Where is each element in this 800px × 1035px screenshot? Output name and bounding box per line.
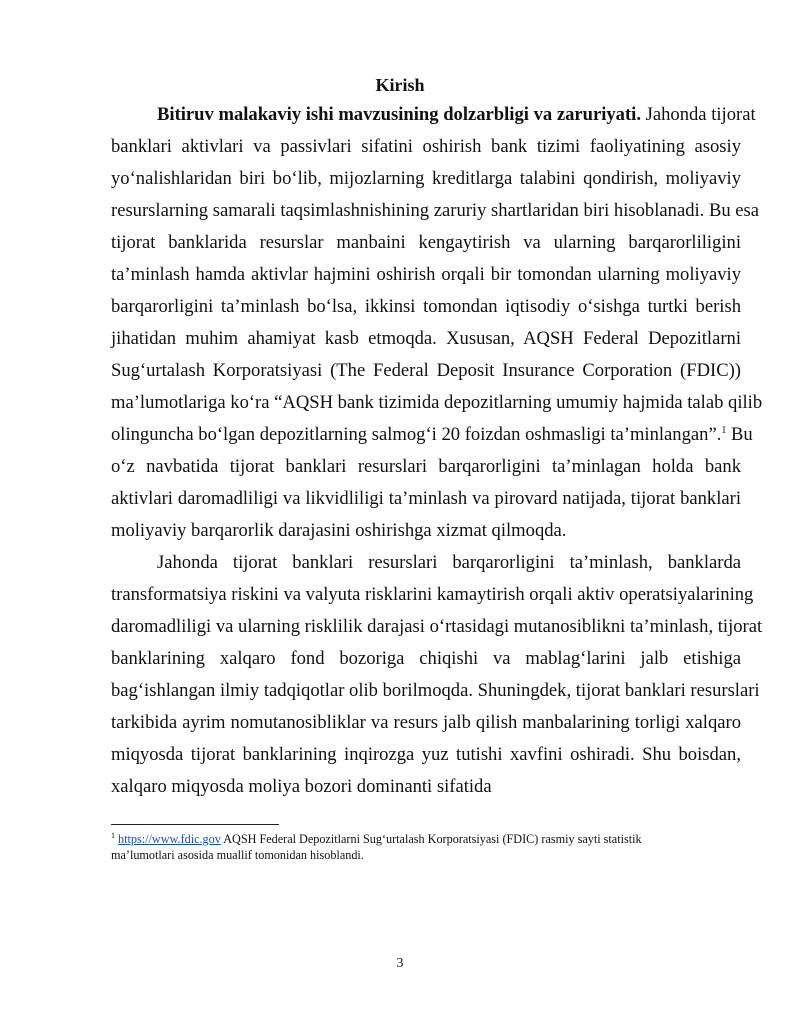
paragraph-2-line-4: banklarining xalqaro fond bozoriga chiqishi va mablag‘larini jalb etishiga [111,648,741,669]
paragraph-2-line-2: transformatsiya riskini va valyuta risklarini kamaytirish orqali aktiv operatsiyalarining [111,584,754,605]
footnote-link[interactable]: https://www.fdic.gov [118,832,221,846]
paragraph-2-line-6: tarkibida ayrim nomutanosibliklar va resurs jalb qilish manbalarining torligi xalqaro [111,712,741,733]
paragraph-1-line-11-text: olinguncha bo‘lgan depozitlarning salmog‘i 20 foizdan oshmasligi ta’minlangan”. [111,424,722,445]
paragraph-1-line-12: o‘z navbatida tijorat banklari resurslari barqarorligini ta’minlagan holda bank [111,456,741,477]
paragraph-2-line-3: daromadliligi va ularning risklilik darajasi o‘rtasidagi mutanosiblikni ta’minlash, tijorat [111,616,763,637]
page-number: 3 [396,956,404,971]
paragraph-1-bold-lead: Bitiruv malakaviy ishi mavzusining dolzarbligi va zaruriyati. [157,104,641,125]
paragraph-1-line-1 [157,103,756,127]
footnote-line-2: ma’lumotlari asosida muallif tomonidan hisoblandi. [111,848,364,862]
paragraph-1-line-5: tijorat banklarida resurslar manbaini kengaytirish va ularning barqarorliligini [111,232,741,253]
paragraph-2-line-7: miqyosda tijorat banklarining inqirozga yuz tutishi xavfini oshiradi. Shu boisdan, [111,744,741,765]
footnote-line-1 [111,832,642,847]
section-heading: Kirish [375,75,425,95]
paragraph-1-line-10: ma’lumotlariga ko‘ra “AQSH bank tizimida depozitlarning umumiy hajmida talab qilib [111,392,763,413]
paragraph-1-line-4: resurslarning samarali taqsimlashnishining zaruriy shartlaridan biri hisoblanadi. Bu esa [111,200,760,221]
paragraph-1-line-8: jihatidan muhim ahamiyat kasb etmoqda. Xususan, AQSH Federal Depozitlarni [111,328,741,349]
footnote-marker: 1 [111,830,115,840]
paragraph-1-line-3: yo‘nalishlaridan biri bo‘lib, mijozlarning kreditlarga talabini qondirish, moliyaviy [111,168,741,189]
footnote-text-1: AQSH Federal Depozitlarni Sug‘urtalash Korporatsiyasi (FDIC) rasmiy sayti statistik [220,832,642,846]
paragraph-2-line-8: xalqaro miqyosda moliya bozori dominanti sifatida [111,776,492,797]
paragraph-2-line-5: bag‘ishlangan ilmiy tadqiqotlar olib borilmoqda. Shuningdek, tijorat banklari resurslari [111,680,760,701]
paragraph-1-line-6: ta’minlash hamda aktivlar hajmini oshirish orqali bir tomondan ularning moliyaviy [111,264,741,285]
footnote-separator [111,824,279,825]
paragraph-1-line-2: banklari aktivlari va passivlari sifatini oshirish bank tizimi faoliyatining asosiy [111,136,741,157]
paragraph-1-line-1-rest: Jahonda tijorat [640,104,756,125]
paragraph-1-line-9: Sug‘urtalash Korporatsiyasi (The Federal Deposit Insurance Corporation (FDIC)) [111,360,741,381]
paragraph-1-line-13: aktivlari daromadliligi va likvidliligi ta’minlash va pirovard natijada, tijorat banklari [111,488,741,509]
paragraph-1-line-11-end: Bu [726,424,753,445]
paragraph-1-line-14: moliyaviy barqarorlik darajasini oshirishga xizmat qilmoqda. [111,520,567,541]
paragraph-1-line-7: barqarorligini ta’minlash bo‘lsa, ikkinsi tomondan iqtisodiy o‘sishga turtki berish [111,296,741,317]
paragraph-2-line-1: Jahonda tijorat banklari resurslari barqarorligini ta’minlash, banklarda [157,552,741,573]
footnote-reference[interactable]: 1 [721,424,727,436]
paragraph-1-line-11 [111,423,753,447]
